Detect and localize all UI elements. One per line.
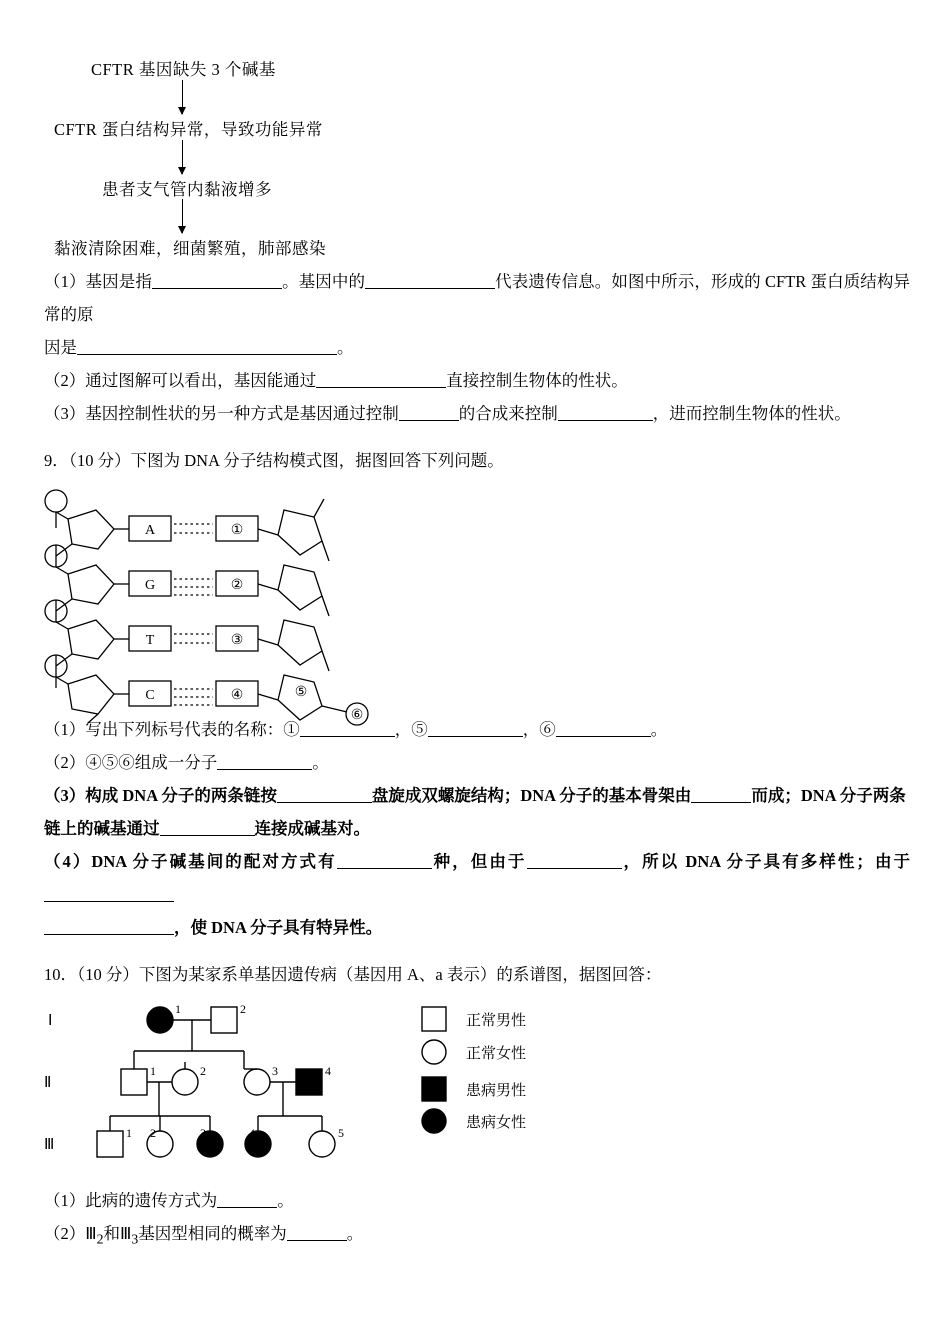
q9-blank-1 (300, 736, 395, 737)
q9-p4-text-a: （4）DNA 分子碱基间的配对方式有 (44, 852, 337, 872)
pedigree-num-II-2: 2 (200, 1064, 206, 1079)
q10-p2-text-a: （2）Ⅲ (44, 1224, 97, 1244)
pedigree-num-II-3: 3 (272, 1064, 278, 1079)
q9-blank-11 (44, 934, 174, 935)
dna-number-2: ② (230, 578, 244, 594)
q10-p2-text-d: 。 (346, 1224, 364, 1244)
flow-line-1: CFTR 基因缺失 3 个碱基 (91, 60, 276, 79)
flow-line-4: 黏液清除困难，细菌繁殖，肺部感染 (54, 239, 326, 259)
dna-number-5: ⑤ (294, 685, 308, 701)
dna-base-label-C: C (145, 688, 155, 704)
q9-blank-3 (556, 736, 651, 737)
q8-p3-text-a: （3）基因控制性状的另一种方式是基因通过控制 (44, 404, 399, 424)
legend-label-affected-male: 患病男性 (466, 1083, 527, 1100)
q8-part2 (44, 364, 910, 397)
q9-p3-text-d: 链上的碱基通过 (44, 819, 160, 839)
q9-blank-7 (160, 835, 255, 836)
q9-p3-text-e: 连接成碱基对。 (254, 819, 370, 839)
pedigree-num-II-1: 1 (150, 1064, 156, 1079)
page-content (44, 60, 910, 1253)
q9-p4-text-b: 种，但由于 (431, 852, 527, 872)
q9-p2-text-b: 。 (312, 753, 329, 773)
q10-p2-sub-1: 2 (96, 1231, 104, 1247)
dna-base-label-A: A (144, 523, 156, 539)
q8-blank-5 (399, 420, 459, 421)
dna-number-4: ④ (230, 688, 244, 704)
q8-p2-text-b: 直接控制生物体的性状。 (446, 371, 628, 391)
q8-p1-text-d: 因是 (44, 338, 77, 358)
pedigree-gen-label-3: Ⅲ (44, 1137, 55, 1154)
pedigree-num-III-3: 3 (200, 1126, 206, 1141)
q8-blank-3 (77, 354, 337, 355)
q8-part1 (44, 265, 910, 364)
q8-blank-2 (365, 288, 495, 289)
q9-blank-5 (277, 802, 372, 803)
q8-p1-text-e: 。 (337, 338, 354, 358)
q8-blank-6 (558, 420, 653, 421)
pedigree-num-III-4: 4 (249, 1126, 255, 1141)
cftr-flowchart (54, 60, 910, 259)
q9-p1-text-b: ，⑤ (394, 720, 428, 740)
dna-structure-diagram (44, 483, 910, 724)
pedigree-diagram (44, 999, 910, 1184)
q10-blank-1 (217, 1207, 277, 1208)
q9-p1-text-a: （1）写出下列标号代表的名称：① (44, 720, 300, 740)
pedigree-num-III-5: 5 (338, 1126, 344, 1141)
q8-p3-text-b: 的合成来控制 (458, 404, 558, 424)
legend-label-normal-male: 正常男性 (466, 1013, 527, 1030)
q8-p2-text-a: （2）通过图解可以看出，基因能通过 (44, 371, 317, 391)
q9-blank-9 (527, 868, 622, 869)
q8-p1-text-a: （1）基因是指 (44, 272, 152, 292)
q9-part1 (44, 713, 910, 746)
q9-part3 (44, 779, 910, 845)
q10-part2 (44, 1217, 910, 1253)
q9-p3-text-c: 而成；DNA 分子两条 (751, 786, 906, 806)
flow-line-2: CFTR 蛋白结构异常，导致功能异常 (54, 119, 323, 139)
pedigree-num-III-1: 1 (126, 1126, 132, 1141)
pedigree-gen-label-1: Ⅰ (48, 1013, 53, 1030)
dna-base-label-T: T (145, 633, 155, 649)
dna-number-1: ① (230, 523, 244, 539)
dna-number-3: ③ (230, 633, 244, 649)
q9-p1-text-d: 。 (650, 720, 668, 740)
q9-blank-8 (337, 868, 432, 869)
q9-p4-text-d: ，使 DNA 分子具有特异性。 (174, 918, 383, 938)
q8-p1-text-b: 。基因中的 (281, 272, 366, 292)
q9-p4-text-c: ，所以 DNA 分子具有多样性；由于 (621, 852, 910, 872)
dna-number-6: ⑥ (350, 708, 364, 724)
q10-p2-text-b: 和Ⅲ (103, 1224, 132, 1244)
q10-p1-text-a: （1）此病的遗传方式为 (44, 1191, 218, 1211)
q9-part2 (44, 746, 910, 779)
flow-line-3: 患者支气管内黏液增多 (102, 179, 272, 199)
q9-blank-10 (44, 901, 174, 902)
q10-part1 (44, 1184, 910, 1217)
q10-blank-2 (287, 1240, 347, 1241)
q10-p2-text-c: 基因型相同的概率为 (138, 1224, 287, 1244)
q9-blank-4 (217, 769, 312, 770)
flow-arrow-1 (54, 80, 910, 120)
q9-p3-text-b: 盘旋成双螺旋结构；DNA 分子的基本骨架由 (371, 786, 692, 806)
q8-p1-text-c: 代表遗传信息。如图中所示，形成的 CFTR 蛋白质结构异常的原 (44, 272, 911, 325)
flow-arrow-3 (54, 199, 910, 239)
dna-base-label-G: G (144, 578, 156, 594)
q9-p1-text-c: ，⑥ (522, 720, 556, 740)
q8-blank-1 (152, 288, 282, 289)
q9-blank-2 (428, 736, 523, 737)
q10-p1-text-b: 。 (277, 1191, 294, 1211)
q9-part4 (44, 845, 910, 944)
q9-heading: 9．（10 分）下图为 DNA 分子结构模式图，据图回答下列问题。 (44, 451, 504, 471)
q8-part3 (44, 397, 910, 430)
pedigree-gen-label-2: Ⅱ (44, 1075, 52, 1092)
legend-label-normal-female: 正常女性 (466, 1046, 527, 1063)
legend-label-affected-female: 患病女性 (466, 1115, 527, 1132)
pedigree-num-III-2: 2 (150, 1126, 156, 1141)
q9-p3-text-a: （3）构成 DNA 分子的两条链按 (44, 786, 277, 806)
pedigree-num-II-4: 4 (325, 1064, 331, 1079)
q8-p3-text-c: ，进而控制生物体的性状。 (652, 404, 851, 424)
q10-p2-sub-2: 3 (131, 1231, 139, 1247)
pedigree-num-I-2: 2 (240, 1002, 246, 1017)
q8-blank-4 (316, 387, 446, 388)
q10-heading: 10．（10 分）下图为某家系单基因遗传病（基因用 A、a 表示）的系谱图，据图回答： (44, 965, 662, 985)
flow-arrow-2 (54, 140, 910, 180)
pedigree-num-I-1: 1 (175, 1002, 181, 1017)
q9-p2-text-a: （2）④⑤⑥组成一分子 (44, 753, 218, 773)
q9-blank-6 (691, 802, 751, 803)
